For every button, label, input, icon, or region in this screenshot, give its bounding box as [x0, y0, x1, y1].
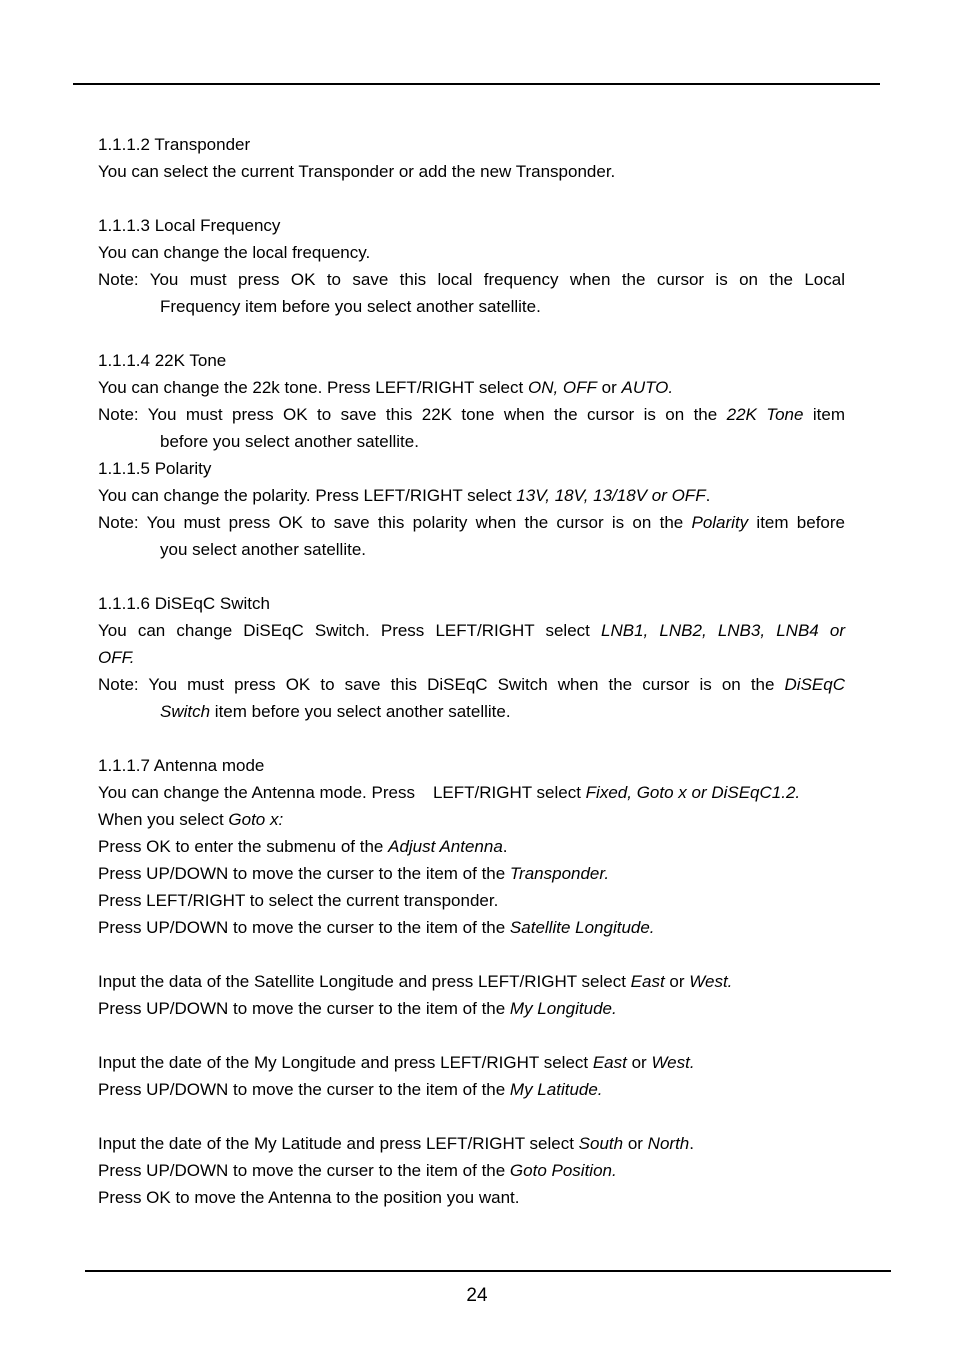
spacer	[98, 1022, 845, 1049]
paragraph-continued: OFF.	[98, 648, 135, 667]
spacer	[98, 320, 845, 347]
paragraph: Press UP/DOWN to move the curser to the item of the Transponder.	[98, 864, 610, 883]
note-line-continued: Switch item before you select another satellite.	[160, 702, 511, 721]
note-line-continued: Frequency item before you select another satellite.	[160, 297, 541, 316]
spacer	[98, 1103, 845, 1130]
section-heading-transponder: 1.1.1.2 Transponder	[98, 135, 251, 154]
page-body	[98, 131, 845, 1211]
spacer	[98, 941, 845, 968]
footer-rule	[85, 1270, 891, 1272]
paragraph: Press UP/DOWN to move the curser to the item of the Satellite Longitude.	[98, 918, 655, 937]
paragraph: You can change DiSEqC Switch. Press LEFT/RIGHT select LNB1, LNB2, LNB3, LNB4 or	[98, 621, 846, 640]
note-line: Note: You must press OK to save this polarity when the cursor is on the Polarity item before	[98, 513, 846, 532]
paragraph: Press OK to enter the submenu of the Adjust Antenna.	[98, 837, 508, 856]
section-heading-diseqc-switch: 1.1.1.6 DiSEqC Switch	[98, 594, 270, 613]
page-number: 24	[466, 1285, 488, 1306]
paragraph: You can change the 22k tone. Press LEFT/RIGHT select ON, OFF or AUTO.	[98, 378, 674, 397]
section-heading-22k-tone: 1.1.1.4 22K Tone	[98, 351, 227, 370]
note-line: Note: You must press OK to save this local frequency when the cursor is on the Local	[98, 270, 845, 289]
paragraph: When you select Goto x:	[98, 810, 284, 829]
paragraph: Press UP/DOWN to move the curser to the item of the Goto Position.	[98, 1161, 617, 1180]
note-line: Note: You must press OK to save this DiSEqC Switch when the cursor is on the DiSEqC	[98, 675, 845, 694]
paragraph: You can change the Antenna mode. Press LEFT/RIGHT select Fixed, Goto x or DiSEqC1.2.	[98, 783, 801, 802]
paragraph: Input the date of the My Latitude and press LEFT/RIGHT select South or North.	[98, 1134, 694, 1153]
paragraph: You can change the polarity. Press LEFT/RIGHT select 13V, 18V, 13/18V or OFF.	[98, 486, 711, 505]
paragraph: Press UP/DOWN to move the curser to the item of the My Longitude.	[98, 999, 617, 1018]
paragraph: You can select the current Transponder or add the new Transponder.	[98, 162, 616, 181]
paragraph: Input the date of the My Longitude and press LEFT/RIGHT select East or West.	[98, 1053, 695, 1072]
paragraph: Press OK to move the Antenna to the position you want.	[98, 1188, 520, 1207]
paragraph: Press LEFT/RIGHT to select the current transponder.	[98, 891, 499, 910]
paragraph: You can change the local frequency.	[98, 243, 371, 262]
note-line-continued: you select another satellite.	[160, 540, 367, 559]
section-heading-local-frequency: 1.1.1.3 Local Frequency	[98, 216, 281, 235]
note-line: Note: You must press OK to save this 22K tone when the cursor is on the 22K Tone item	[98, 405, 845, 424]
header-rule	[73, 83, 880, 85]
note-line-continued: before you select another satellite.	[160, 432, 419, 451]
section-heading-antenna-mode: 1.1.1.7 Antenna mode	[98, 756, 265, 775]
paragraph: Press UP/DOWN to move the curser to the item of the My Latitude.	[98, 1080, 603, 1099]
spacer	[98, 185, 845, 212]
spacer	[98, 725, 845, 752]
spacer	[98, 563, 845, 590]
section-heading-polarity: 1.1.1.5 Polarity	[98, 459, 212, 478]
paragraph: Input the data of the Satellite Longitude and press LEFT/RIGHT select East or West.	[98, 972, 733, 991]
